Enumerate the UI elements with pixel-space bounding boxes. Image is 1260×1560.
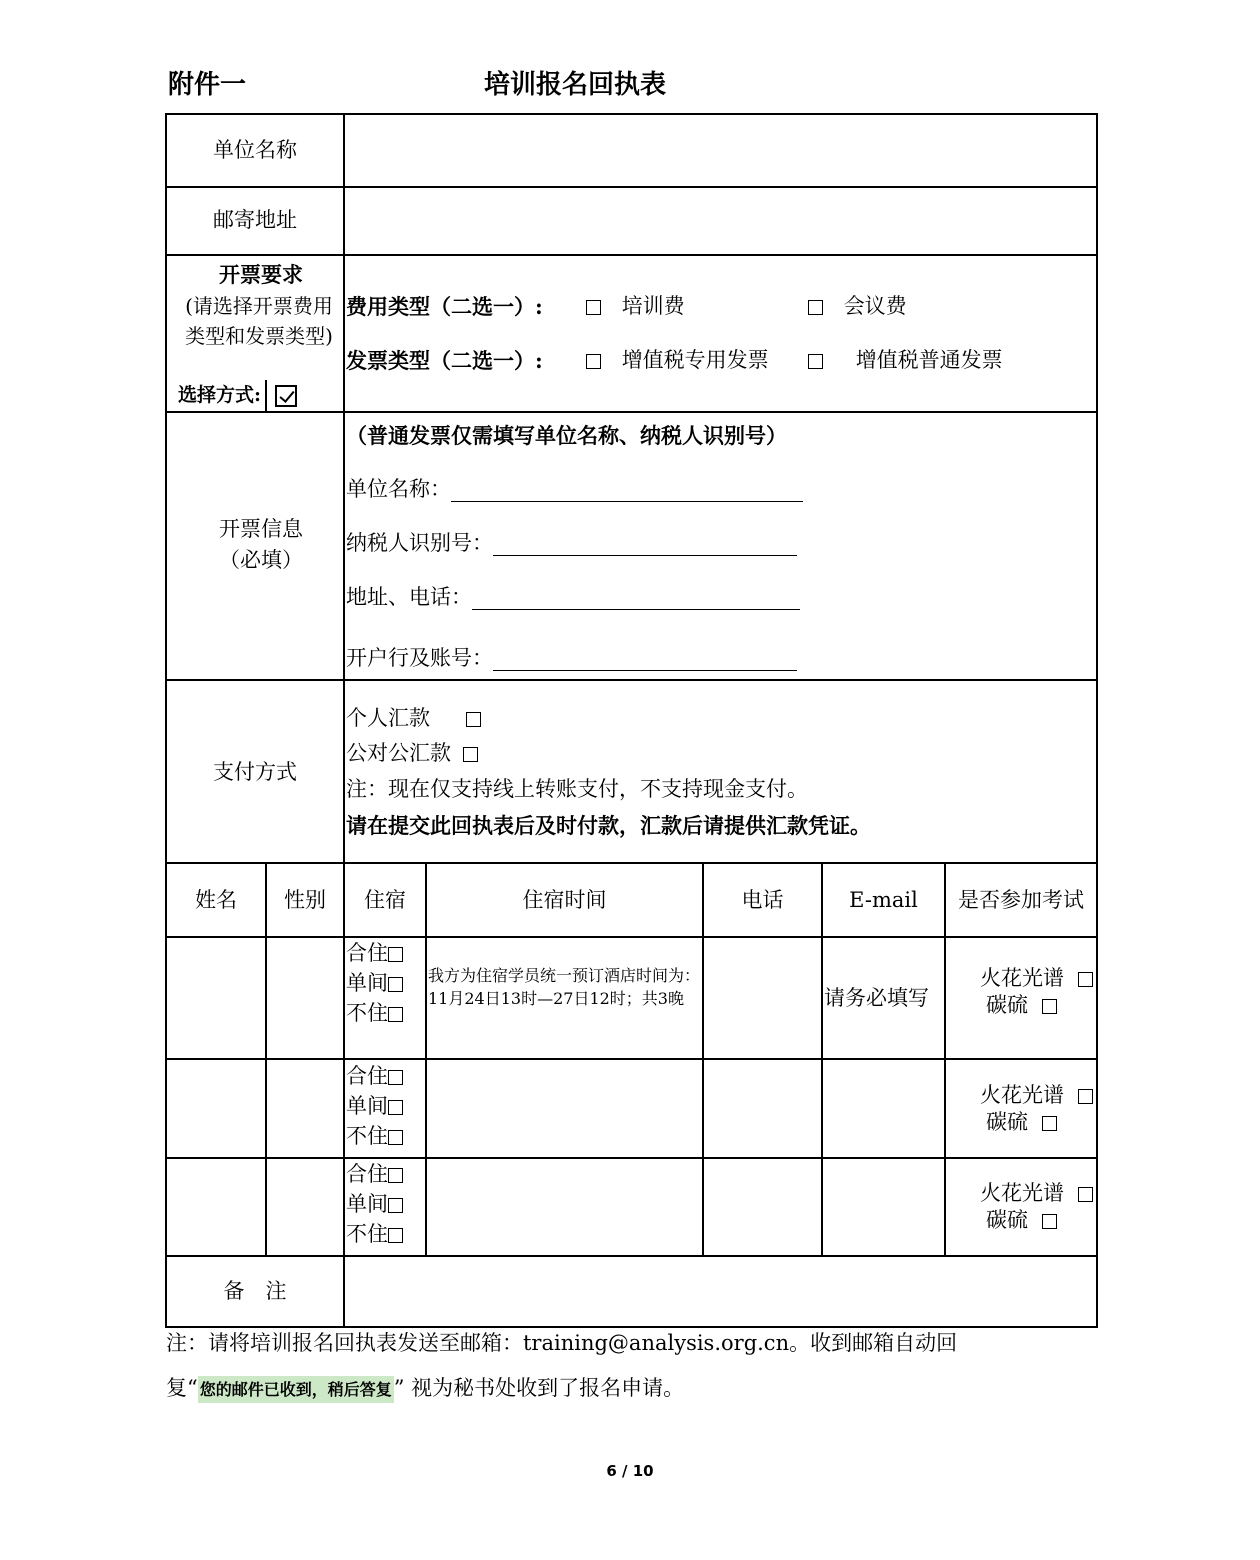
exam-option-spark[interactable]: 火花光谱 xyxy=(980,1083,1097,1108)
invoice-requirement-subtitle: (请选择开票费用类型和发票类型) xyxy=(185,294,333,348)
exam-option-spark[interactable]: 火花光谱 xyxy=(980,966,1097,991)
checked-example-icon xyxy=(275,385,297,407)
checkbox-icon[interactable] xyxy=(388,1198,403,1213)
checkbox-icon[interactable] xyxy=(1042,1214,1057,1229)
invoice-field-address-phone[interactable]: 地址、电话： xyxy=(346,585,800,610)
invoice-info-note: （普通发票仅需填写单位名称、纳税人识别号） xyxy=(346,423,787,448)
checkbox-icon[interactable] xyxy=(586,354,601,369)
checkbox-icon[interactable] xyxy=(1078,1187,1093,1202)
auto-reply-highlight: 您的邮件已收到，稍后答复 xyxy=(198,1376,394,1403)
col-header-gender: 性别 xyxy=(284,888,326,912)
invoice-info-required: （必填） xyxy=(219,548,303,572)
invoice-field-bank-account[interactable]: 开户行及账号： xyxy=(346,646,797,671)
exam-option-cs[interactable]: 碳硫 xyxy=(986,1208,1061,1233)
col-header-phone: 电话 xyxy=(741,888,784,912)
col-header-lodging-time: 住宿时间 xyxy=(522,888,607,912)
lodging-option-single[interactable]: 单间 xyxy=(346,1192,403,1217)
lodging-option-single[interactable]: 单间 xyxy=(346,971,403,996)
fee-type-label: 费用类型（二选一）: xyxy=(346,294,543,319)
checkbox-icon[interactable] xyxy=(808,354,823,369)
checkbox-icon[interactable] xyxy=(388,1100,403,1115)
payment-option-corporate[interactable]: 公对公汇款 xyxy=(346,741,482,766)
payment-label: 支付方式 xyxy=(213,760,297,784)
lodging-option-shared[interactable]: 合住 xyxy=(346,941,403,966)
mail-address-label: 邮寄地址 xyxy=(213,208,297,232)
checkbox-icon[interactable] xyxy=(1042,1116,1057,1131)
checkbox-icon[interactable] xyxy=(388,977,403,992)
checkbox-icon[interactable] xyxy=(466,712,481,727)
invoice-option-special[interactable]: 增值税专用发票 xyxy=(582,348,769,373)
unit-name-label: 单位名称 xyxy=(213,138,297,162)
invoice-requirement-title: 开票要求 xyxy=(219,262,303,287)
footer-note-line1: 注：请将培训报名回执表发送至邮箱：training@analysis.org.cn。收到邮箱自动回 xyxy=(166,1331,958,1355)
checkbox-icon[interactable] xyxy=(388,947,403,962)
checkbox-icon[interactable] xyxy=(1078,972,1093,987)
page-number: 6 / 10 xyxy=(606,1462,654,1480)
lodging-option-single[interactable]: 单间 xyxy=(346,1094,403,1119)
lodging-option-none[interactable]: 不住 xyxy=(346,1124,403,1149)
checkbox-icon[interactable] xyxy=(1042,999,1057,1014)
col-header-name: 姓名 xyxy=(195,888,237,912)
lodging-option-none[interactable]: 不住 xyxy=(346,1001,403,1026)
exam-option-spark[interactable]: 火花光谱 xyxy=(980,1181,1097,1206)
email-required-note: 请务必填写 xyxy=(824,986,929,1010)
checkbox-icon[interactable] xyxy=(388,1070,403,1085)
col-header-exam: 是否参加考试 xyxy=(958,888,1084,912)
col-header-email: E-mail xyxy=(849,888,918,912)
invoice-field-tax-id[interactable]: 纳税人识别号： xyxy=(346,531,797,556)
exam-option-cs[interactable]: 碳硫 xyxy=(986,1110,1061,1135)
checkbox-icon[interactable] xyxy=(1078,1089,1093,1104)
selection-method-label: 选择方式: xyxy=(178,384,297,407)
lodging-option-shared[interactable]: 合住 xyxy=(346,1064,403,1089)
payment-note: 注：现在仅支持线上转账支付，不支持现金支付。 xyxy=(346,777,808,801)
checkbox-icon[interactable] xyxy=(388,1168,403,1183)
attachment-label: 附件一 xyxy=(168,70,247,100)
remarks-field[interactable] xyxy=(345,1257,1096,1326)
invoice-option-ordinary[interactable]: 增值税普通发票 xyxy=(804,348,1003,373)
col-header-lodging: 住宿 xyxy=(364,888,406,912)
exam-option-cs[interactable]: 碳硫 xyxy=(986,993,1061,1018)
footer-note-line2: 复“ 您的邮件已收到，稍后答复” 视为秘书处收到了报名申请。 xyxy=(166,1376,684,1401)
invoice-info-label: 开票信息 xyxy=(219,517,303,541)
invoice-type-label: 发票类型（二选一）: xyxy=(346,348,543,373)
lodging-time-note: 我方为住宿学员统一预订酒店时间为：11月24日13时—27日12时；共3晚 xyxy=(428,966,701,1009)
page-title: 培训报名回执表 xyxy=(484,70,667,100)
checkbox-icon[interactable] xyxy=(586,300,601,315)
unit-name-field[interactable] xyxy=(345,115,1096,186)
lodging-option-none[interactable]: 不住 xyxy=(346,1222,403,1247)
fee-option-training[interactable]: 培训费 xyxy=(582,294,685,319)
checkbox-icon[interactable] xyxy=(808,300,823,315)
payment-option-personal[interactable]: 个人汇款 xyxy=(346,706,485,731)
remarks-label: 备 注 xyxy=(223,1279,287,1303)
fee-option-meeting[interactable]: 会议费 xyxy=(804,294,907,319)
mail-address-field[interactable] xyxy=(345,188,1096,254)
payment-bold-note: 请在提交此回执表后及时付款，汇款后请提供汇款凭证。 xyxy=(346,813,871,838)
checkbox-icon[interactable] xyxy=(388,1007,403,1022)
lodging-option-shared[interactable]: 合住 xyxy=(346,1162,403,1187)
checkbox-icon[interactable] xyxy=(463,747,478,762)
invoice-field-unit[interactable]: 单位名称： xyxy=(346,477,803,502)
checkbox-icon[interactable] xyxy=(388,1130,403,1145)
checkbox-icon[interactable] xyxy=(388,1228,403,1243)
